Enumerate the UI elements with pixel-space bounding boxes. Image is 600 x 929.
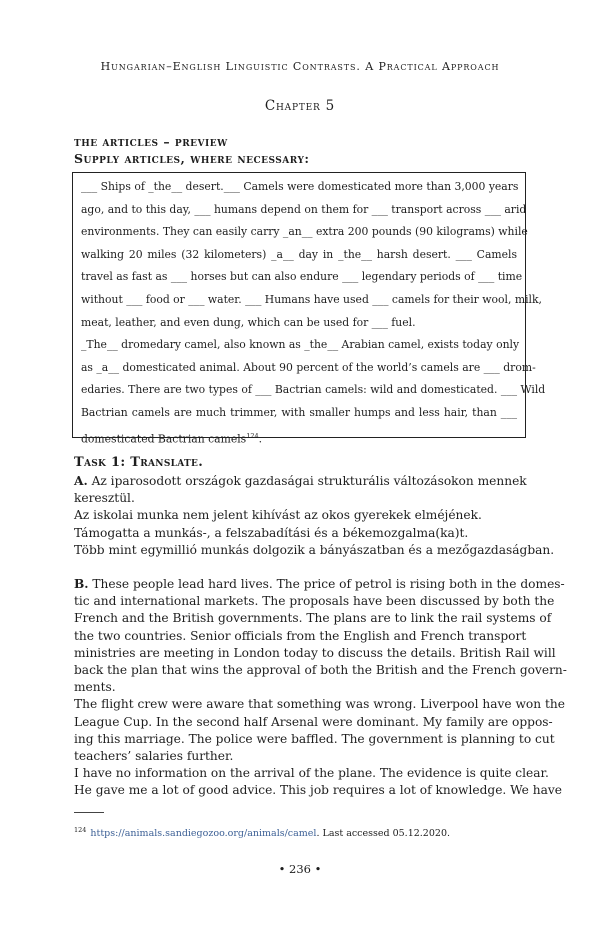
part-a-line bbox=[74, 473, 526, 490]
section-title: the articles – preview bbox=[74, 134, 228, 149]
part-b-line bbox=[74, 576, 565, 593]
part-a-line: keresztül. bbox=[74, 491, 135, 506]
exercise-line: environments. They can easily carry _an__ extra 200 pounds (90 kilograms) while bbox=[81, 225, 528, 239]
part-b-line: teachers’ salaries further. bbox=[74, 749, 234, 764]
part-a-line: Több mint egymillió munkás dolgozik a bányászatban és a mezőgazdaságban. bbox=[74, 542, 555, 557]
running-header: Hungarian–English Linguistic Contrasts. A Practical Approach bbox=[100, 60, 500, 73]
footnote-divider bbox=[74, 812, 104, 813]
part-a-label: A. bbox=[74, 474, 88, 488]
footnote-number: 124 bbox=[74, 826, 87, 834]
exercise-line: meat, leather, and even dung, which can be used for ___ fuel. bbox=[81, 315, 416, 329]
exercise-line: _The__ dromedary camel, also known as _the__ Arabian camel, exists today only bbox=[81, 338, 520, 352]
page-number: • 236 • bbox=[278, 862, 322, 876]
footnote-text: . Last accessed 05.12.2020. bbox=[316, 828, 451, 840]
part-a bbox=[74, 473, 555, 559]
exercise-line: ___ Ships of _the__ desert.___ Camels were domesticated more than 3,000 years bbox=[81, 180, 519, 193]
exercise-line: walking 20 miles (32 kilometers) _a__ day in _the__ harsh desert. ___ Camels bbox=[81, 247, 517, 261]
chapter-title: Chapter 5 bbox=[264, 98, 336, 114]
exercise-line: as _a__ domesticated animal. About 90 percent of the world’s camels are ___ drom- bbox=[81, 360, 536, 374]
footnote bbox=[74, 826, 450, 839]
exercise-line: without ___ food or ___ water. ___ Humans have used ___ camels for their wool, milk, bbox=[81, 292, 542, 306]
part-b-line: back the plan that wins the approval of both the British and the French govern- bbox=[74, 663, 567, 678]
footnote-link[interactable]: https://animals.sandiegozoo.org/animals/camel bbox=[90, 828, 317, 840]
part-b-line: ministries are meeting in London today to discuss the details. British Rail will bbox=[74, 645, 556, 660]
part-a-line: Az iskolai munka nem jelent kihívást az okos gyerekek elméjének. bbox=[74, 508, 482, 523]
part-b-line: French and the British governments. The plans are to link the rail systems of bbox=[74, 611, 552, 626]
part-b-line: the two countries. Senior officials from the English and French transport bbox=[74, 628, 527, 643]
part-b-line: League Cup. In the second half Arsenal were dominant. My family are oppos- bbox=[74, 714, 553, 729]
exercise-instruction: Supply articles, where necessary: bbox=[74, 151, 310, 166]
part-b-line: ing this marriage. The police were baffled. The government is planning to cut bbox=[74, 731, 555, 746]
task-title: Task 1: Translate. bbox=[74, 455, 204, 470]
footnote-reference[interactable]: 124 bbox=[246, 431, 259, 440]
part-a-line: Támogatta a munkás-, a felszabadítási és a békemozgalma(ka)t. bbox=[74, 525, 469, 540]
exercise-line: travel as fast as ___ horses but can also endure ___ legendary periods of ___ time bbox=[81, 270, 523, 284]
part-b-line: tic and international markets. The proposals have been discussed by both the bbox=[74, 594, 555, 609]
part-b-first-text: These people lead hard lives. The price of petrol is rising both in the domes- bbox=[92, 577, 565, 591]
part-b-line: I have no information on the arrival of the plane. The evidence is quite clear. bbox=[74, 766, 549, 781]
part-b-line: He gave me a lot of good advice. This job requires a lot of knowledge. We have bbox=[74, 783, 562, 798]
period: . bbox=[258, 432, 263, 446]
exercise-line: Bactrian camels are much trimmer, with smaller humps and less hair, than ___ bbox=[81, 405, 517, 419]
part-a-first-text: Az iparosodott országok gazdaságai strukturális változásokon mennek bbox=[91, 474, 527, 488]
exercise-box bbox=[72, 172, 546, 446]
exercise-last-text: domesticated Bactrian camels bbox=[81, 432, 247, 446]
part-b-line: ments. bbox=[74, 680, 116, 695]
exercise-line: ago, and to this day, ___ humans depend on them for ___ transport across ___ arid bbox=[81, 202, 527, 216]
exercise-line bbox=[81, 425, 517, 451]
part-b-line: The flight crew were aware that something was wrong. Liverpool have won the bbox=[74, 697, 565, 712]
exercise-line: edaries. There are two types of ___ Bactrian camels: wild and domesticated. ___ Wild bbox=[81, 383, 546, 397]
part-b-label: B. bbox=[74, 577, 89, 591]
part-b bbox=[74, 576, 567, 800]
